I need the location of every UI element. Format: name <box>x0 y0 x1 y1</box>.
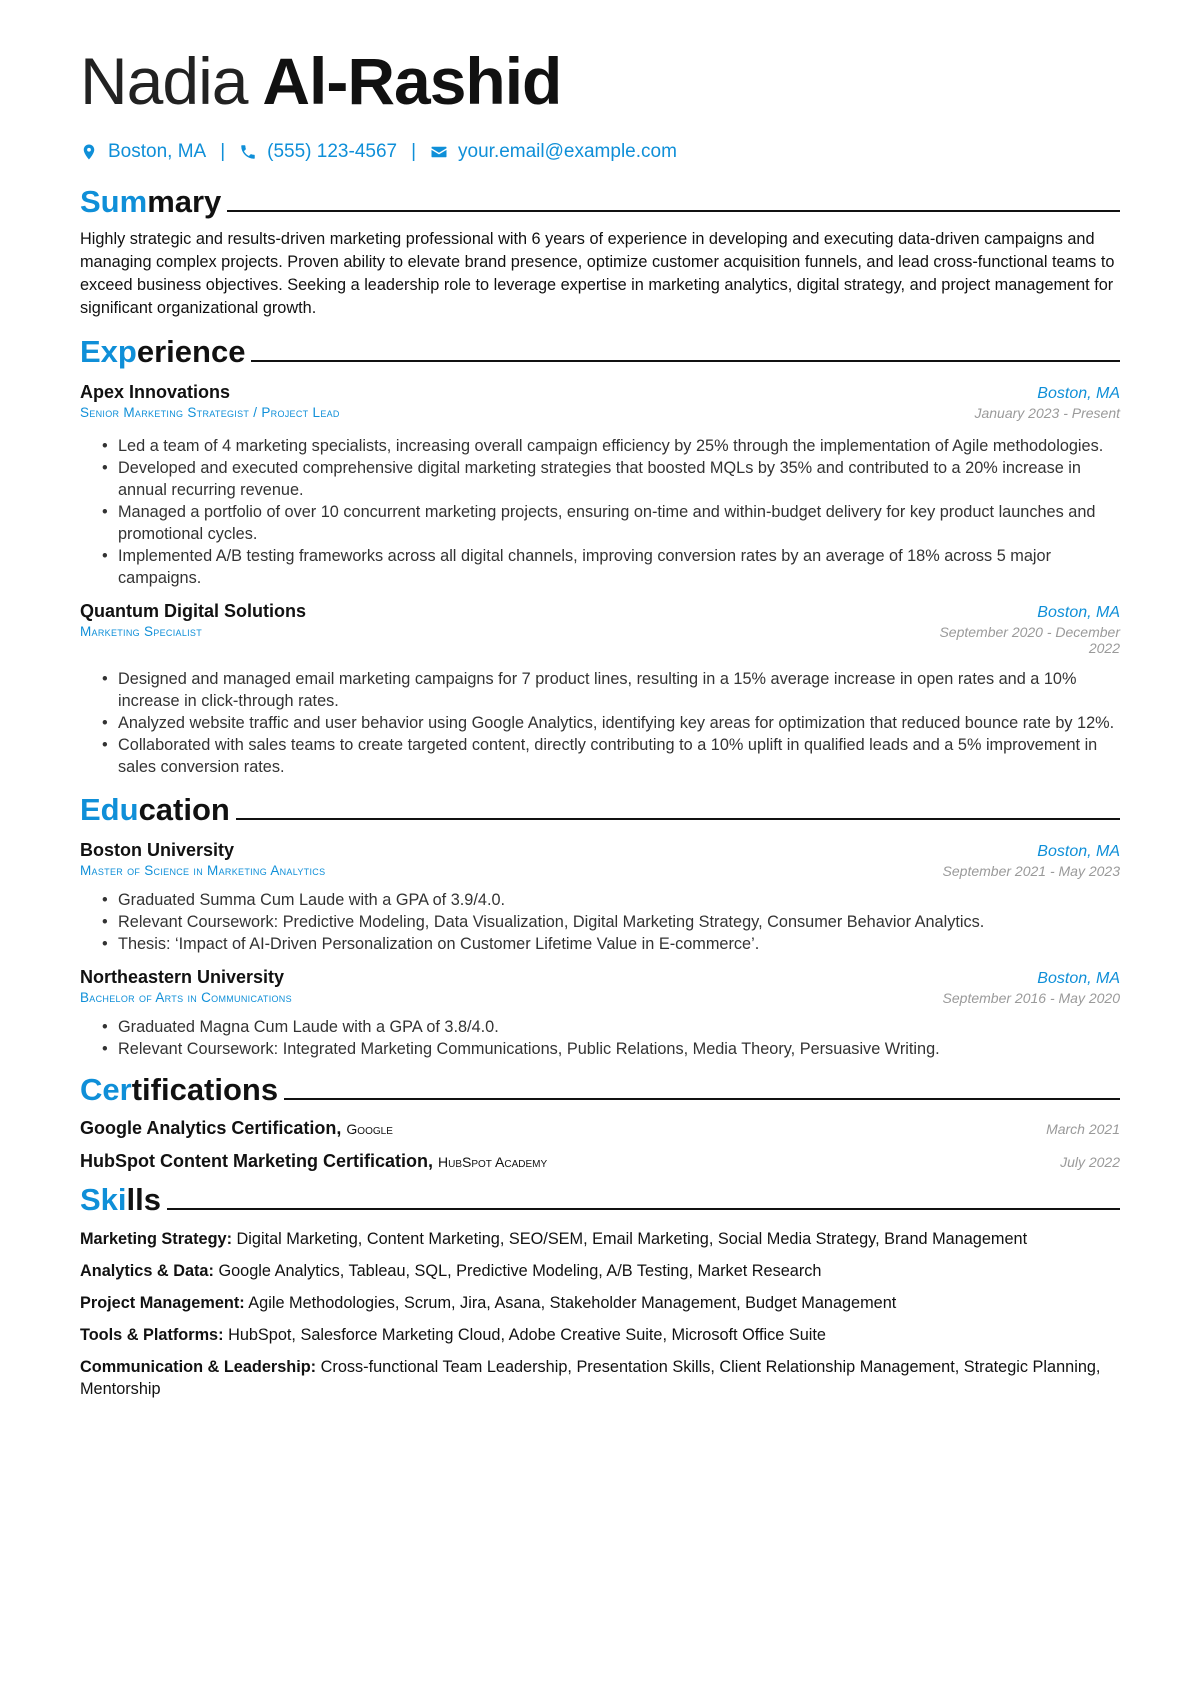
title-rest: tifications <box>131 1072 279 1107</box>
contact-separator: | <box>220 141 226 162</box>
job-title: Marketing Specialist <box>80 624 203 639</box>
title-rest: erience <box>136 334 246 369</box>
skill-row <box>80 1260 1120 1282</box>
skill-list: Digital Marketing, Content Marketing, SEO/SEM, Email Marketing, Social Media Strategy, Brand Management <box>236 1230 1028 1248</box>
bullet-item: • Developed and executed comprehensive digital marketing strategies that boosted MQLs by 35% and contributed to a 20% increase in annual recurring revenue. <box>80 457 1120 501</box>
certification-issuer: HubSpot Academy <box>438 1154 548 1170</box>
education-heading <box>80 788 1120 828</box>
contact-email[interactable] <box>430 141 677 163</box>
envelope-icon <box>430 143 448 161</box>
last-name: Al-Rashid <box>262 44 562 118</box>
education-entry <box>80 967 1120 1060</box>
title-accent: Cer <box>80 1072 132 1107</box>
section-title <box>80 334 245 370</box>
bullet-item: • Graduated Summa Cum Laude with a GPA of 3.9/4.0. <box>80 889 1120 911</box>
title-rest: cation <box>138 792 230 827</box>
bullet-list <box>80 435 1120 589</box>
section-rule <box>167 1208 1120 1210</box>
skill-category: Marketing Strategy: <box>80 1230 232 1248</box>
summary-text: Highly strategic and results-driven marketing professional with 6 years of experience in developing and executing data-driven campaigns and managing complex projects. Proven ability to elevate brand presence, optimize customer acquisition funnels, and lead cross-functional teams to exceed business objectives. Seeking a leadership role to leverage expertise in marketing analytics, digital strategy, and project management for significant organizational growth. <box>80 230 1115 317</box>
skill-category: Project Management: <box>80 1294 245 1312</box>
experience-heading <box>80 330 1120 370</box>
candidate-name <box>80 38 1120 124</box>
bullet-list <box>80 668 1120 778</box>
job-title: Senior Marketing Strategist / Project Lead <box>80 405 340 420</box>
phone-icon <box>239 143 257 161</box>
summary-heading <box>80 180 1120 220</box>
contact-location <box>80 141 206 163</box>
bullet-item: • Implemented A/B testing frameworks across all digital channels, improving conversion rates by an average of 18% across 5 major campaigns. <box>80 545 1120 589</box>
title-accent: Ski <box>80 1182 127 1217</box>
certifications-heading <box>80 1068 1120 1108</box>
degree: Master of Science in Marketing Analytics <box>80 863 326 878</box>
certification-date: July 2022 <box>1060 1154 1120 1170</box>
study-dates: September 2016 - May 2020 <box>942 990 1120 1006</box>
experience-entry <box>80 382 1120 589</box>
first-name: Nadia <box>80 44 248 118</box>
section-rule <box>284 1098 1120 1100</box>
skill-list: Google Analytics, Tableau, SQL, Predictive Modeling, A/B Testing, Market Research <box>218 1262 822 1280</box>
certification-issuer: Google <box>346 1121 393 1137</box>
skill-category: Analytics & Data: <box>80 1262 214 1280</box>
bullet-item: • Led a team of 4 marketing specialists, increasing overall campaign efficiency by 25% through the implementation of Agile methodologies. <box>80 435 1120 457</box>
section-title <box>80 792 230 828</box>
section-rule <box>236 818 1120 820</box>
school-location: Boston, MA <box>1037 970 1120 987</box>
study-dates: September 2021 - May 2023 <box>942 863 1120 879</box>
skill-category: Communication & Leadership: <box>80 1358 317 1376</box>
degree: Bachelor of Arts in Communications <box>80 990 292 1005</box>
skill-row <box>80 1228 1120 1250</box>
title-accent: Sum <box>80 184 148 219</box>
bullet-item: • Relevant Coursework: Integrated Marketing Communications, Public Relations, Media Theory, Persuasive Writing. <box>80 1038 1120 1060</box>
certification-name: HubSpot Content Marketing Certification <box>80 1151 428 1171</box>
employer-location: Boston, MA <box>1037 604 1120 621</box>
employer-location: Boston, MA <box>1037 385 1120 402</box>
resume-page <box>80 38 1120 1400</box>
section-title <box>80 1182 161 1218</box>
map-pin-icon <box>80 143 98 161</box>
certification-item: HubSpot Content Marketing Certification, HubSpot Academy July 2022 <box>80 1151 1120 1171</box>
section-rule <box>251 360 1120 362</box>
school-name: Northeastern University <box>80 967 285 987</box>
employer-name: Quantum Digital Solutions <box>80 601 306 621</box>
skill-row <box>80 1292 1120 1314</box>
title-accent: Edu <box>80 792 139 827</box>
email-link[interactable]: your.email@example.com <box>458 141 677 162</box>
contact-phone[interactable] <box>239 141 397 163</box>
title-accent: Exp <box>80 334 137 369</box>
employer-name: Apex Innovations <box>80 382 231 402</box>
education-entry <box>80 840 1120 955</box>
skill-list: HubSpot, Salesforce Marketing Cloud, Adobe Creative Suite, Microsoft Office Suite <box>228 1326 826 1344</box>
section-title <box>80 184 221 220</box>
title-rest: mary <box>147 184 222 219</box>
job-dates: January 2023 - Present <box>974 405 1120 421</box>
school-name: Boston University <box>80 840 235 860</box>
title-rest: lls <box>126 1182 161 1217</box>
bullet-item: • Managed a portfolio of over 10 concurrent marketing projects, ensuring on-time and within-budget delivery for key product launches and promotional cycles. <box>80 501 1120 545</box>
section-title <box>80 1072 278 1108</box>
section-rule <box>227 210 1120 212</box>
certification-item: Google Analytics Certification, Google March 2021 <box>80 1118 1120 1138</box>
location-text: Boston, MA <box>108 141 207 162</box>
certification-name: Google Analytics Certification <box>80 1118 337 1138</box>
bullet-item: • Collaborated with sales teams to create targeted content, directly contributing to a 10% uplift in qualified leads and a 5% improvement in sales conversion rates. <box>80 734 1120 778</box>
skill-row <box>80 1324 1120 1346</box>
skill-list: Cross-functional Team Leadership, Presentation Skills, Client Relationship Management, Strategic Planning, Mentorship <box>80 1358 1101 1398</box>
contact-separator: | <box>411 141 417 162</box>
bullet-item: • Analyzed website traffic and user behavior using Google Analytics, identifying key areas for optimization that reduced bounce rate by 12%. <box>80 712 1120 734</box>
skills-heading <box>80 1178 1120 1218</box>
contact-bar <box>80 138 1120 166</box>
bullet-list <box>80 889 1120 955</box>
bullet-item: • Relevant Coursework: Predictive Modeling, Data Visualization, Digital Marketing Strategy, Consumer Behavior Analytics. <box>80 911 1120 933</box>
school-location: Boston, MA <box>1037 843 1120 860</box>
job-dates: September 2020 - December 2022 <box>939 624 1120 656</box>
skill-list: Agile Methodologies, Scrum, Jira, Asana, Stakeholder Management, Budget Management <box>248 1294 897 1312</box>
certification-date: March 2021 <box>1046 1121 1120 1137</box>
skill-category: Tools & Platforms: <box>80 1326 224 1344</box>
experience-entry <box>80 601 1120 778</box>
skill-row <box>80 1356 1120 1400</box>
bullet-item: • Designed and managed email marketing campaigns for 7 product lines, resulting in a 15% average increase in open rates and a 10% increase in click-through rates. <box>80 668 1120 712</box>
bullet-item: • Graduated Magna Cum Laude with a GPA of 3.8/4.0. <box>80 1016 1120 1038</box>
bullet-list <box>80 1016 1120 1060</box>
phone-text: (555) 123-4567 <box>267 141 398 162</box>
bullet-item: • Thesis: ‘Impact of AI-Driven Personalization on Customer Lifetime Value in E-commerce’. <box>80 933 1120 955</box>
